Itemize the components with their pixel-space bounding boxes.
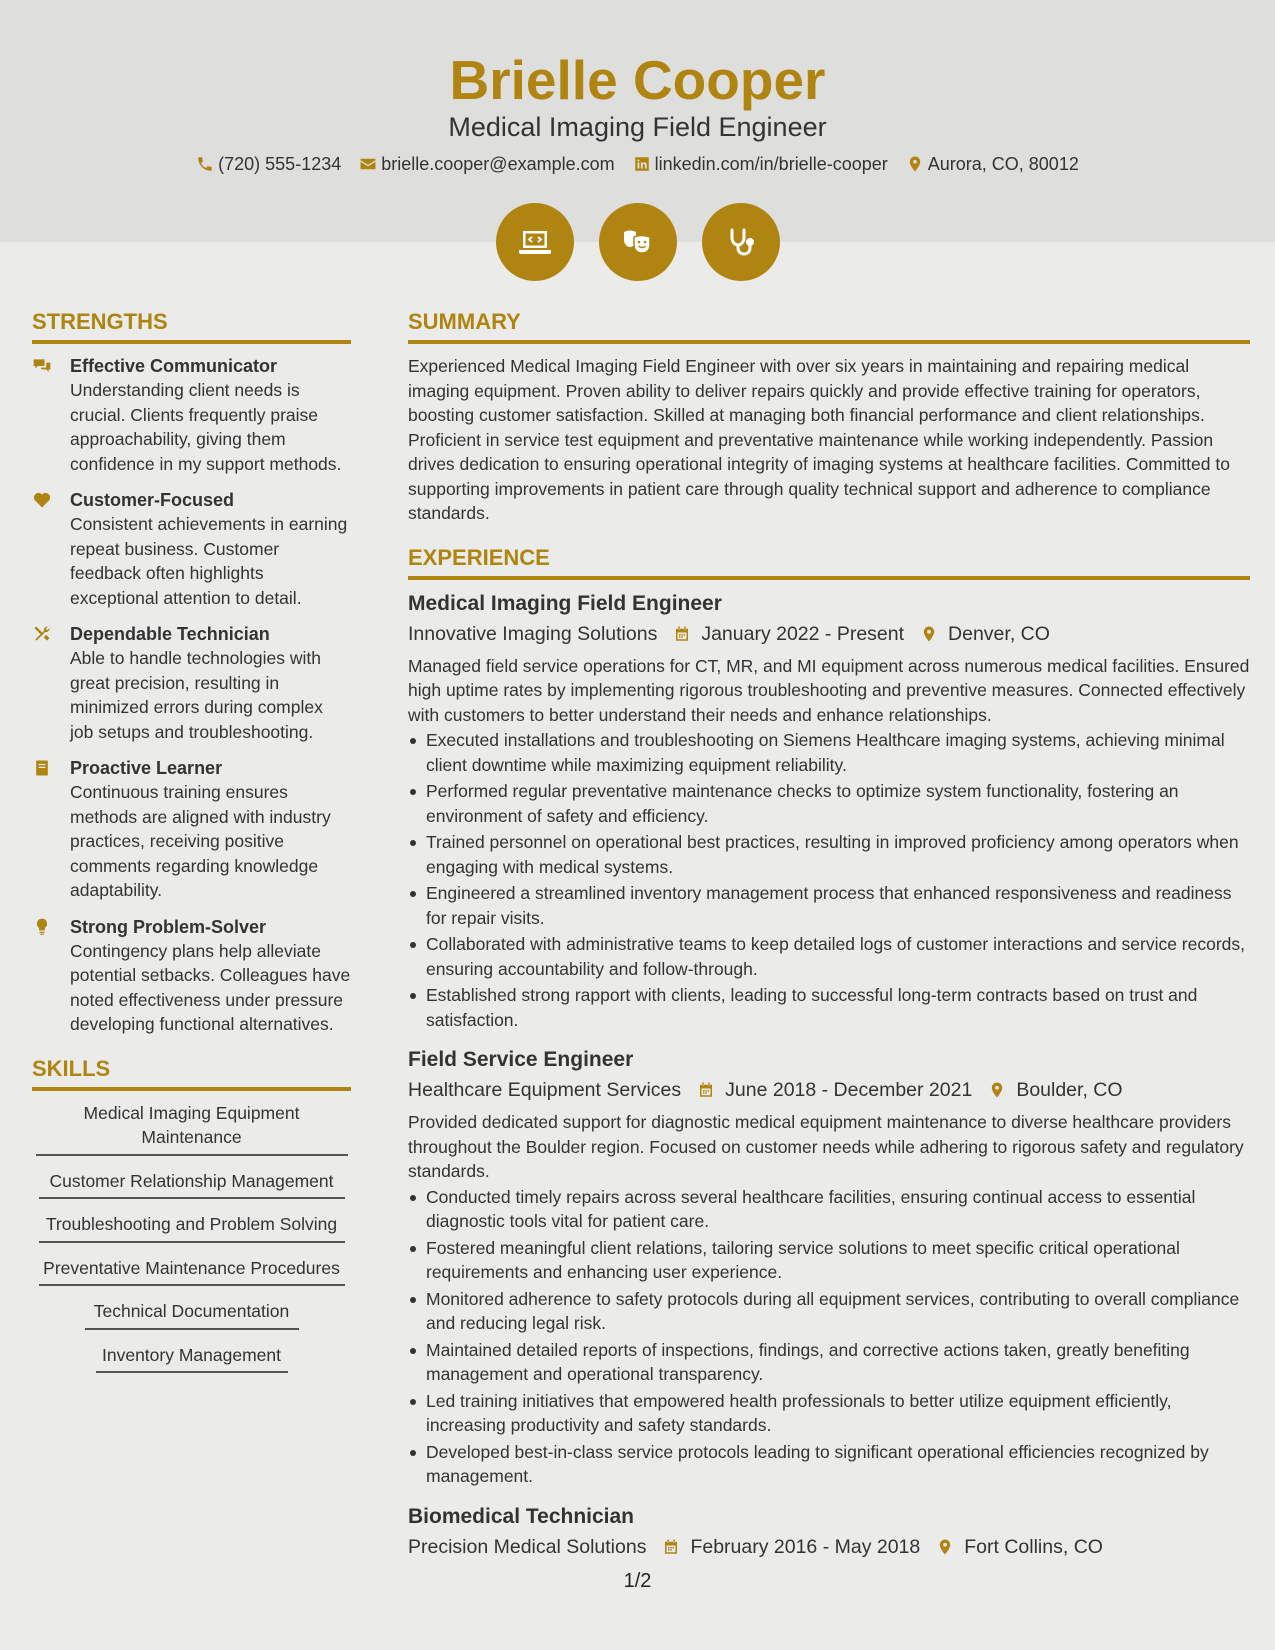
left-column — [32, 308, 351, 1386]
skills-list — [32, 1101, 351, 1374]
job-entry — [408, 1046, 1250, 1489]
linkedin-icon — [633, 155, 651, 173]
job-location: Denver, CO — [948, 622, 1050, 645]
strength-desc: Able to handle technologies with great precision, resulting in minimized errors during complex job setups and troubleshooting. — [70, 648, 323, 742]
heart-icon — [32, 490, 52, 510]
skill-item: Technical Documentation — [85, 1299, 299, 1330]
contact-location — [906, 152, 1079, 176]
theater-masks-icon — [618, 222, 658, 262]
skill-item: Medical Imaging Equipment Maintenance — [36, 1101, 348, 1156]
job-meta — [408, 1533, 1250, 1561]
skill-item: Customer Relationship Management — [39, 1169, 345, 1200]
experience-heading: EXPERIENCE — [408, 544, 1250, 580]
strength-title: Customer-Focused — [70, 490, 235, 510]
stethoscope-icon — [721, 222, 761, 262]
stethoscope-badge — [702, 203, 780, 281]
strength-title: Effective Communicator — [70, 356, 278, 376]
strength-title: Strong Problem-Solver — [70, 916, 267, 937]
strength-item — [32, 915, 351, 1037]
summary-text: Experienced Medical Imaging Field Engineer with over six years in maintaining and repairing medical imaging equipment. Proven ability to deliver repairs quickly and provide effective training for operators, boosting customer satisfaction. Skilled at managing both financial performance and client relationships. Proficient in service test equipment and preventative maintenance while working independently. Passion drives dedication to ensuring operational integrity of imaging systems at healthcare facilities. Committed to supporting improvements in patient care through quality technical support and adherence to compliance standards. — [408, 356, 1230, 523]
job-entry — [408, 590, 1250, 1033]
bullet-item: Engineered a streamlined inventory management process that enhanced responsiveness and readiness for repair visits. — [408, 881, 1250, 930]
tools-icon — [32, 624, 52, 644]
comments-icon — [32, 356, 52, 376]
job-company: Innovative Imaging Solutions — [408, 622, 658, 645]
strength-title: Proactive Learner — [70, 758, 223, 778]
bullet-item: Led training initiatives that empowered health professionals to better utilize equipment efficiently, increasing productivity and safety standards. — [408, 1389, 1250, 1438]
job-desc: Managed field service operations for CT, MR, and MI equipment across numerous medical facilities. Ensured high uptime rates by implementing rigorous troubleshooting and preventive measures. Connected effectively with customers to better understand their needs and enhance relationships. — [408, 655, 1250, 725]
contact-phone[interactable] — [196, 152, 341, 176]
job-dates: June 2018 - December 2021 — [725, 1079, 973, 1101]
job-entry — [408, 1503, 1250, 1561]
strengths-list — [32, 354, 351, 1037]
job-title: Field Service Engineer — [408, 1048, 634, 1071]
book-icon — [32, 758, 52, 778]
bullet-item: Executed installations and troubleshooting on Siemens Healthcare imaging systems, achieving minimal client downtime while maximizing equipment reliability. — [408, 728, 1250, 777]
strengths-heading: STRENGTHS — [32, 308, 351, 344]
laptop-code-badge — [496, 203, 574, 281]
map-marker-icon — [936, 1538, 954, 1556]
phone-text: (720) 555-1234 — [218, 154, 342, 174]
strength-desc: Consistent achievements in earning repeat business. Customer feedback often highlights exceptional attention to detail. — [70, 514, 348, 608]
strength-desc: Continuous training ensures methods are aligned with industry practices, receiving positive comments regarding knowledge adaptability. — [70, 782, 331, 900]
right-column — [408, 308, 1250, 1575]
job-dates: February 2016 - May 2018 — [690, 1535, 921, 1558]
bullet-item: Performed regular preventative maintenance checks to optimize system functionality, fostering an environment of safety and efficiency. — [408, 779, 1250, 828]
job-bullets — [408, 728, 1250, 1032]
summary-heading: SUMMARY — [408, 308, 1250, 344]
skill-item: Inventory Management — [96, 1343, 288, 1374]
page-number: 1/2 — [623, 1570, 652, 1592]
candidate-title: Medical Imaging Field Engineer — [448, 112, 827, 142]
calendar-icon — [697, 1081, 715, 1099]
strength-item — [32, 622, 351, 744]
calendar-icon — [673, 625, 691, 643]
job-dates: January 2022 - Present — [701, 622, 905, 645]
bullet-item: Fostered meaningful client relations, tailoring service solutions to meet specific critical operational requirements and enhancing user experience. — [408, 1236, 1250, 1285]
job-company: Precision Medical Solutions — [408, 1535, 647, 1558]
location-text: Aurora, CO, 80012 — [927, 154, 1079, 174]
job-desc: Provided dedicated support for diagnostic medical equipment maintenance to diverse healthcare providers throughout the Boulder region. Focused on customer needs while adhering to rigorous safety and regulatory standards. — [408, 1112, 1244, 1181]
skill-item: Troubleshooting and Problem Solving — [39, 1212, 345, 1243]
skill-item: Preventative Maintenance Procedures — [39, 1256, 345, 1287]
email-text: brielle.cooper@example.com — [381, 154, 615, 174]
phone-icon — [196, 155, 214, 173]
bullet-item: Established strong rapport with clients, leading to successful long-term contracts based on trust and satisfaction. — [408, 983, 1250, 1032]
lightbulb-icon — [32, 917, 52, 937]
envelope-icon — [359, 155, 377, 173]
bullet-item: Maintained detailed reports of inspections, findings, and corrective actions taken, greatly benefiting management and operational transparency. — [408, 1338, 1250, 1387]
laptop-code-icon — [515, 222, 555, 262]
strength-desc: Understanding client needs is crucial. Clients frequently praise approachability, giving them confidence in my support methods. — [70, 380, 342, 474]
job-title: Medical Imaging Field Engineer — [408, 591, 722, 615]
map-marker-icon — [906, 155, 924, 173]
job-title: Biomedical Technician — [408, 1504, 635, 1528]
calendar-icon — [662, 1538, 680, 1556]
contact-bar — [0, 152, 1275, 176]
job-location: Boulder, CO — [1016, 1079, 1123, 1101]
strength-item — [32, 354, 351, 476]
job-meta — [408, 1076, 1250, 1104]
skills-heading: SKILLS — [32, 1055, 351, 1091]
linkedin-text: linkedin.com/in/brielle-cooper — [654, 154, 888, 174]
interest-badges — [0, 203, 1275, 281]
strength-title: Dependable Technician — [70, 624, 270, 644]
job-location: Fort Collins, CO — [964, 1535, 1103, 1558]
job-meta — [408, 620, 1250, 648]
strength-item — [32, 756, 351, 903]
strength-desc: Contingency plans help alleviate potential setbacks. Colleagues have noted effectiveness under pressure developing functional alternatives. — [70, 940, 351, 1034]
strength-item — [32, 488, 351, 610]
job-company: Healthcare Equipment Services — [408, 1079, 682, 1101]
map-marker-icon — [988, 1081, 1006, 1099]
bullet-item: Collaborated with administrative teams to keep detailed logs of customer interactions and service records, ensuring accountability and follow-through. — [408, 932, 1250, 981]
candidate-name: Brielle Cooper — [449, 49, 826, 111]
bullet-item: Conducted timely repairs across several healthcare facilities, ensuring continual access to essential diagnostic tools vital for patient care. — [408, 1185, 1250, 1234]
map-marker-icon — [920, 625, 938, 643]
job-bullets — [408, 1185, 1250, 1489]
bullet-item: Monitored adherence to safety protocols during all equipment services, contributing to overall compliance and reducing legal risk. — [408, 1287, 1250, 1336]
bullet-item: Developed best-in-class service protocols leading to significant operational efficiencies recognized by management. — [408, 1440, 1250, 1489]
bullet-item: Trained personnel on operational best practices, resulting in improved proficiency among operators when engaging with medical systems. — [408, 830, 1250, 879]
theater-masks-badge — [599, 203, 677, 281]
contact-email[interactable] — [359, 152, 614, 176]
contact-linkedin[interactable] — [633, 152, 888, 176]
